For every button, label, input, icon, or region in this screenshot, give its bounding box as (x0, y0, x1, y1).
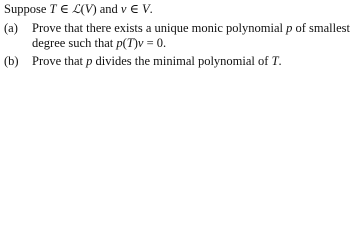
part-b-text-2: divides the minimal polynomial of (92, 54, 272, 68)
part-label-a: (a) (4, 21, 18, 35)
vector-space-v-2: V (142, 2, 150, 16)
vector-v-a: v (137, 36, 144, 50)
problem-part-a (4, 21, 350, 51)
part-a-equation: = 0. (143, 36, 167, 50)
part-a-text-2: of smallest (292, 21, 350, 35)
problem-part-b (4, 54, 346, 69)
intro-and: and (96, 2, 121, 16)
paren-open-a: ( (122, 36, 127, 50)
part-b-text-1: Prove that (32, 54, 87, 68)
vector-space-v: V (84, 2, 93, 16)
polynomial-p: p (286, 21, 293, 35)
part-a-line-1 (32, 21, 350, 36)
element-symbol-2: ∈ (126, 2, 142, 16)
paren-open: ( (80, 2, 85, 16)
operator-t-b: T (271, 54, 279, 68)
paren-close: ) (92, 2, 97, 16)
operator-t: T (49, 2, 57, 16)
intro-period: . (149, 2, 153, 16)
vector-v: v (120, 2, 127, 16)
polynomial-p-b: p (86, 54, 93, 68)
part-a-text-3: degree such that (32, 36, 117, 50)
part-a-line-2 (32, 36, 350, 51)
paren-close-a: ) (133, 36, 138, 50)
part-text-a (32, 21, 350, 51)
document-page (0, 0, 350, 75)
polynomial-p-2: p (116, 36, 123, 50)
linear-maps-symbol: ℒ (71, 2, 81, 16)
element-symbol: ∈ (56, 2, 72, 16)
problem-intro (4, 2, 346, 17)
part-a-text-1: Prove that there exists a unique monic polynomial (32, 21, 287, 35)
part-b-period: . (278, 54, 282, 68)
operator-t-a: T (126, 36, 134, 50)
intro-prefix: Suppose (4, 2, 50, 16)
part-label-b: (b) (4, 54, 19, 68)
part-b-line-1 (32, 54, 346, 69)
part-text-b (32, 54, 346, 69)
